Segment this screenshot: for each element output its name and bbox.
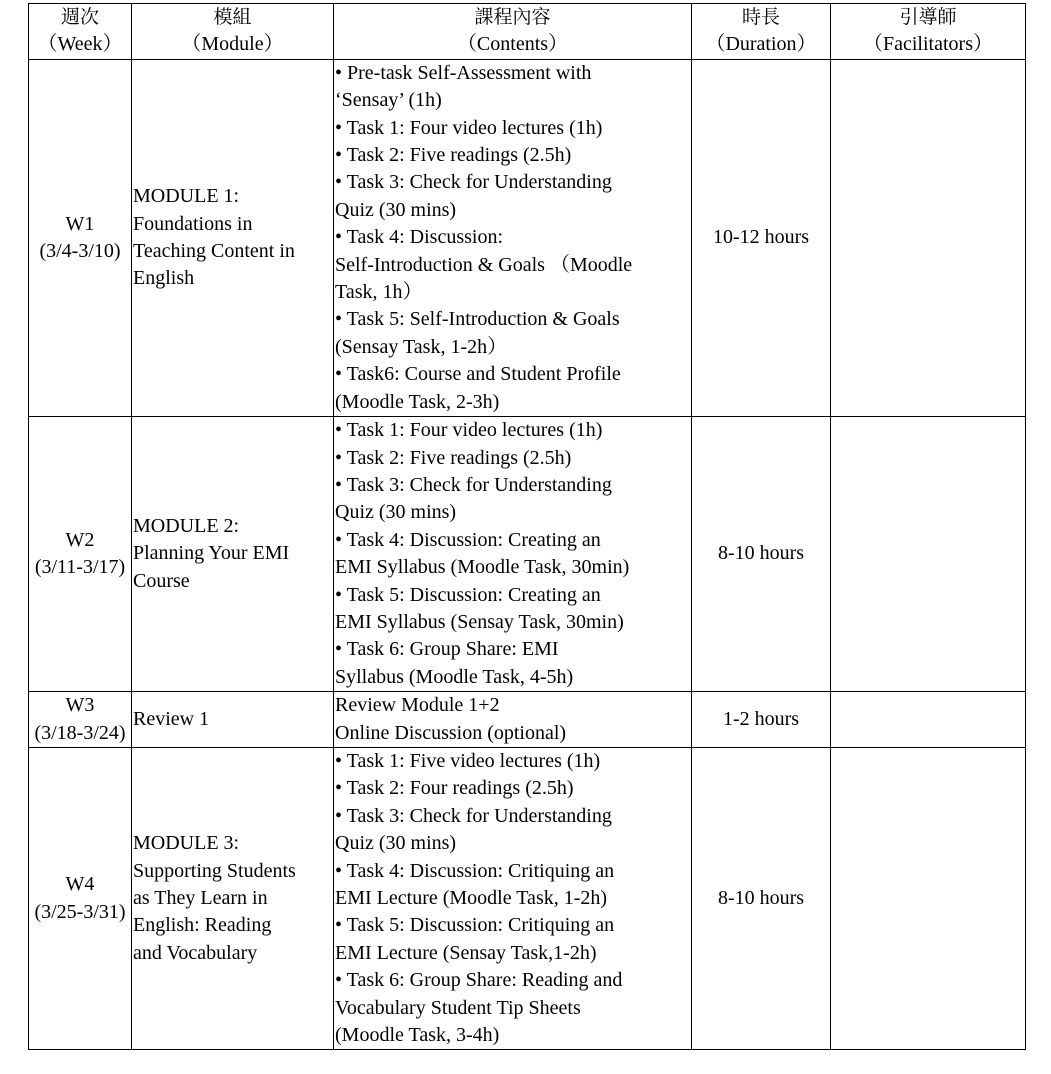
module-cell	[132, 417, 334, 692]
contents-line: • Task 3: Check for Understanding	[335, 804, 612, 827]
course-schedule-table	[28, 3, 1026, 1050]
module-cell	[132, 747, 334, 1049]
schedule-table-container	[28, 3, 1026, 1050]
module-line: MODULE 2:	[133, 515, 240, 538]
module-line: Teaching Content in	[133, 239, 295, 262]
table-body	[29, 59, 1026, 1050]
week-dates: (3/18-3/24)	[34, 721, 126, 744]
contents-line: Self-Introduction & Goals （Moodle	[335, 253, 633, 276]
week-cell	[29, 747, 132, 1049]
contents-line: • Task 5: Self-Introduction & Goals	[335, 308, 620, 331]
contents-line: Review Module 1+2	[335, 694, 500, 717]
module-line: Course	[133, 569, 190, 592]
header-contents-zh: 課程內容	[474, 6, 551, 28]
contents-line: (Sensay Task, 1-2h）	[335, 335, 508, 358]
duration-cell: 8-10 hours	[692, 747, 831, 1049]
contents-line: • Task 3: Check for Understanding	[335, 473, 612, 496]
week-number: W3	[65, 694, 95, 717]
week-number: W1	[65, 212, 95, 235]
contents-line: • Task 4: Discussion:	[335, 226, 504, 249]
table-row	[29, 692, 1026, 748]
header-module	[132, 4, 334, 60]
module-line: as They Learn in	[133, 887, 268, 909]
module-line: and Vocabulary	[133, 941, 258, 964]
header-week-zh: 週次	[60, 6, 99, 28]
duration-cell: 1-2 hours	[692, 692, 831, 748]
module-line: English	[133, 267, 195, 290]
contents-line: Syllabus (Moodle Task, 4-5h)	[335, 665, 574, 688]
contents-line: • Pre-task Self-Assessment with	[335, 61, 592, 84]
contents-line: EMI Syllabus (Moodle Task, 30min)	[335, 556, 630, 579]
module-line: Foundations in	[133, 212, 253, 235]
header-duration	[692, 4, 831, 60]
contents-line: • Task 2: Four readings (2.5h)	[335, 777, 574, 800]
week-dates: (3/11-3/17)	[34, 556, 126, 579]
module-line: Supporting Students	[133, 859, 296, 882]
contents-line: EMI Syllabus (Sensay Task, 30min)	[335, 610, 624, 633]
header-module-zh: 模組	[213, 6, 252, 28]
contents-line: Vocabulary Student Tip Sheets	[335, 996, 581, 1019]
contents-line: Quiz (30 mins)	[335, 832, 457, 855]
header-module-en: （Module）	[181, 33, 284, 56]
contents-line: (Moodle Task, 3-4h)	[335, 1024, 500, 1047]
contents-cell	[334, 747, 692, 1049]
contents-line: • Task 1: Four video lectures (1h)	[335, 116, 603, 139]
week-dates: (3/25-3/31)	[34, 900, 126, 923]
table-row	[29, 59, 1026, 416]
header-duration-zh: 時長	[741, 6, 780, 28]
contents-line: Quiz (30 mins)	[335, 198, 457, 221]
header-facilitators-en: （Facilitators）	[863, 33, 993, 56]
week-cell	[29, 59, 132, 416]
module-line: Review 1	[133, 707, 210, 730]
table-row	[29, 747, 1026, 1049]
contents-line: (Moodle Task, 2-3h)	[335, 390, 500, 413]
contents-cell	[334, 692, 692, 748]
week-cell	[29, 417, 132, 692]
facilitators-cell	[831, 417, 1026, 692]
week-number: W2	[65, 528, 95, 551]
week-number: W4	[65, 873, 95, 896]
module-line: Planning Your EMI	[133, 542, 290, 565]
week-cell	[29, 692, 132, 748]
table-header-row	[29, 4, 1026, 60]
contents-line: • Task 6: Group Share: EMI	[335, 638, 559, 661]
module-line: MODULE 1:	[133, 185, 240, 208]
contents-cell	[334, 59, 692, 416]
facilitators-cell	[831, 692, 1026, 748]
module-cell	[132, 59, 334, 416]
contents-line: Quiz (30 mins)	[335, 501, 457, 524]
header-facilitators-zh: 引導師	[899, 6, 957, 28]
week-dates: (3/4-3/10)	[39, 239, 121, 262]
contents-line: Task, 1h）	[335, 281, 423, 304]
contents-line: • Task 2: Five readings (2.5h)	[335, 144, 572, 167]
contents-line: • Task 4: Discussion: Creating an	[335, 528, 601, 551]
module-cell	[132, 692, 334, 748]
header-contents-en: （Contents）	[456, 33, 569, 56]
contents-line: EMI Lecture (Sensay Task,1-2h)	[335, 941, 597, 964]
duration-cell: 10-12 hours	[692, 59, 831, 416]
contents-line: • Task 1: Four video lectures (1h)	[335, 419, 603, 442]
module-line: MODULE 3:	[133, 832, 240, 855]
table-row	[29, 417, 1026, 692]
contents-line: • Task 4: Discussion: Critiquing an	[335, 859, 615, 882]
header-week-en: （Week）	[37, 33, 123, 56]
header-contents	[334, 4, 692, 60]
contents-line: ‘Sensay’ (1h)	[335, 89, 442, 112]
contents-line: • Task6: Course and Student Profile	[335, 363, 621, 386]
contents-line: • Task 5: Discussion: Critiquing an	[335, 914, 615, 937]
contents-line: • Task 5: Discussion: Creating an	[335, 583, 601, 606]
contents-line: • Task 1: Five video lectures (1h)	[335, 749, 601, 772]
facilitators-cell	[831, 59, 1026, 416]
contents-cell	[334, 417, 692, 692]
module-line: English: Reading	[133, 914, 272, 937]
contents-line: • Task 6: Group Share: Reading and	[335, 969, 623, 992]
contents-line: Online Discussion (optional)	[335, 721, 567, 744]
duration-cell: 8-10 hours	[692, 417, 831, 692]
contents-line: • Task 2: Five readings (2.5h)	[335, 446, 572, 469]
header-facilitators	[831, 4, 1026, 60]
contents-line: • Task 3: Check for Understanding	[335, 171, 612, 194]
header-duration-en: （Duration）	[705, 33, 817, 56]
facilitators-cell	[831, 747, 1026, 1049]
contents-line: EMI Lecture (Moodle Task, 1-2h)	[335, 887, 608, 909]
header-week	[29, 4, 132, 60]
